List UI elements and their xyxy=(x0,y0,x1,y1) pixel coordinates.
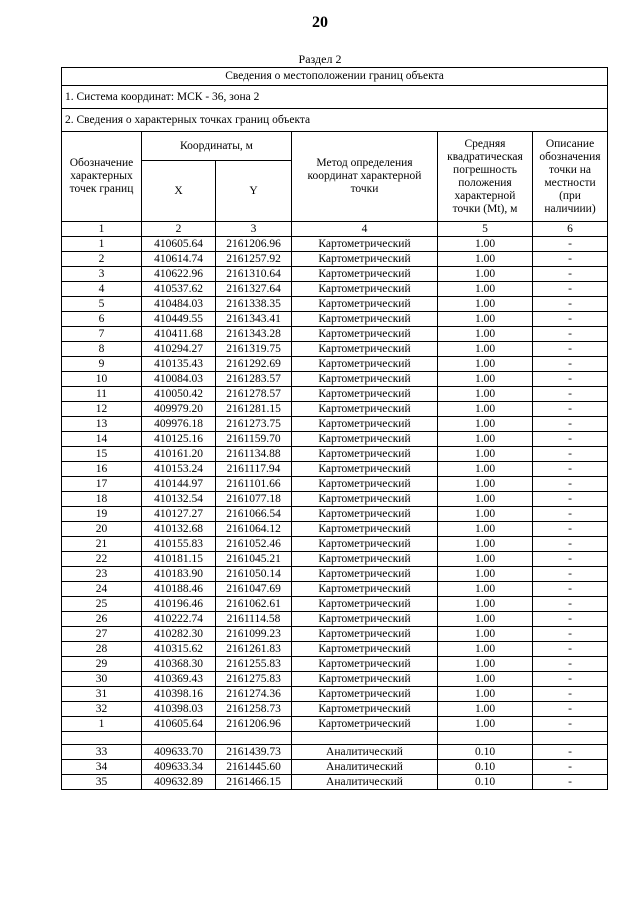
x-cell: 410196.46 xyxy=(142,597,216,612)
empty-cell xyxy=(292,732,438,745)
table-row xyxy=(62,432,608,447)
table-row xyxy=(62,597,608,612)
table-row xyxy=(62,372,608,387)
method-cell: Картометрический xyxy=(292,387,438,402)
accuracy-cell: 1.00 xyxy=(438,342,533,357)
description-cell: - xyxy=(533,267,608,282)
column-number: 4 xyxy=(292,222,438,237)
column-numbers-row xyxy=(62,222,608,237)
accuracy-cell: 1.00 xyxy=(438,237,533,252)
method-cell: Картометрический xyxy=(292,327,438,342)
header-coordinates: Координаты, м xyxy=(142,132,292,161)
accuracy-cell: 1.00 xyxy=(438,717,533,732)
coordinates-table xyxy=(61,67,608,790)
point-cell: 3 xyxy=(62,267,142,282)
method-cell: Картометрический xyxy=(292,717,438,732)
x-cell: 410484.03 xyxy=(142,297,216,312)
x-cell: 410188.46 xyxy=(142,582,216,597)
x-cell: 410155.83 xyxy=(142,537,216,552)
x-cell: 410398.03 xyxy=(142,702,216,717)
description-cell: - xyxy=(533,552,608,567)
x-cell: 410294.27 xyxy=(142,342,216,357)
method-cell: Картометрический xyxy=(292,657,438,672)
point-cell: 31 xyxy=(62,687,142,702)
y-cell: 2161466.15 xyxy=(216,775,292,790)
description-cell: - xyxy=(533,537,608,552)
accuracy-cell: 1.00 xyxy=(438,567,533,582)
y-cell: 2161343.41 xyxy=(216,312,292,327)
column-number: 1 xyxy=(62,222,142,237)
y-cell: 2161045.21 xyxy=(216,552,292,567)
x-cell: 410605.64 xyxy=(142,717,216,732)
y-cell: 2161206.96 xyxy=(216,717,292,732)
table-row xyxy=(62,282,608,297)
y-cell: 2161439.73 xyxy=(216,745,292,760)
table-row xyxy=(62,417,608,432)
method-cell: Картометрический xyxy=(292,597,438,612)
y-cell: 2161343.28 xyxy=(216,327,292,342)
header-description: Описание обозначения точки на местности (при наличиии) xyxy=(533,132,608,222)
x-cell: 410127.27 xyxy=(142,507,216,522)
table-row xyxy=(62,760,608,775)
accuracy-cell: 1.00 xyxy=(438,252,533,267)
method-cell: Картометрический xyxy=(292,267,438,282)
x-cell: 410050.42 xyxy=(142,387,216,402)
method-cell: Картометрический xyxy=(292,237,438,252)
method-cell: Картометрический xyxy=(292,447,438,462)
point-cell: 23 xyxy=(62,567,142,582)
point-cell: 25 xyxy=(62,597,142,612)
method-cell: Картометрический xyxy=(292,252,438,267)
empty-cell xyxy=(533,732,608,745)
point-cell: 14 xyxy=(62,432,142,447)
point-cell: 17 xyxy=(62,477,142,492)
point-cell: 6 xyxy=(62,312,142,327)
point-cell: 18 xyxy=(62,492,142,507)
method-cell: Аналитический xyxy=(292,760,438,775)
points-heading: 2. Сведения о характерных точках границ объекта xyxy=(62,109,608,132)
description-cell: - xyxy=(533,447,608,462)
y-cell: 2161257.92 xyxy=(216,252,292,267)
table-row xyxy=(62,237,608,252)
y-cell: 2161273.75 xyxy=(216,417,292,432)
method-cell: Картометрический xyxy=(292,642,438,657)
description-cell: - xyxy=(533,717,608,732)
table-row xyxy=(62,775,608,790)
point-cell: 20 xyxy=(62,522,142,537)
y-cell: 2161327.64 xyxy=(216,282,292,297)
description-cell: - xyxy=(533,627,608,642)
x-cell: 410144.97 xyxy=(142,477,216,492)
point-cell: 24 xyxy=(62,582,142,597)
point-cell: 21 xyxy=(62,537,142,552)
y-cell: 2161275.83 xyxy=(216,672,292,687)
description-cell: - xyxy=(533,282,608,297)
point-cell: 19 xyxy=(62,507,142,522)
page-number: 20 xyxy=(312,14,328,31)
x-cell: 410411.68 xyxy=(142,327,216,342)
empty-cell xyxy=(438,732,533,745)
column-number: 5 xyxy=(438,222,533,237)
accuracy-cell: 1.00 xyxy=(438,612,533,627)
description-cell: - xyxy=(533,237,608,252)
y-cell: 2161062.61 xyxy=(216,597,292,612)
description-cell: - xyxy=(533,462,608,477)
column-number: 6 xyxy=(533,222,608,237)
point-cell: 5 xyxy=(62,297,142,312)
empty-cell xyxy=(62,732,142,745)
point-cell: 12 xyxy=(62,402,142,417)
table-row xyxy=(62,745,608,760)
method-cell: Картометрический xyxy=(292,462,438,477)
y-cell: 2161101.66 xyxy=(216,477,292,492)
table-row xyxy=(62,462,608,477)
description-cell: - xyxy=(533,327,608,342)
method-cell: Картометрический xyxy=(292,477,438,492)
description-cell: - xyxy=(533,342,608,357)
table-row xyxy=(62,642,608,657)
accuracy-cell: 1.00 xyxy=(438,537,533,552)
accuracy-cell: 1.00 xyxy=(438,357,533,372)
point-cell: 9 xyxy=(62,357,142,372)
x-cell: 410614.74 xyxy=(142,252,216,267)
method-cell: Картометрический xyxy=(292,672,438,687)
y-cell: 2161066.54 xyxy=(216,507,292,522)
x-cell: 410605.64 xyxy=(142,237,216,252)
y-cell: 2161077.18 xyxy=(216,492,292,507)
header-x: X xyxy=(142,161,216,222)
y-cell: 2161159.70 xyxy=(216,432,292,447)
table-row xyxy=(62,567,608,582)
y-cell: 2161292.69 xyxy=(216,357,292,372)
method-cell: Картометрический xyxy=(292,612,438,627)
table-row xyxy=(62,627,608,642)
point-cell: 10 xyxy=(62,372,142,387)
description-cell: - xyxy=(533,597,608,612)
table-row xyxy=(62,387,608,402)
method-cell: Картометрический xyxy=(292,432,438,447)
table-row xyxy=(62,297,608,312)
method-cell: Аналитический xyxy=(292,745,438,760)
table-title: Сведения о местоположении границ объекта xyxy=(62,68,608,86)
table-row xyxy=(62,327,608,342)
description-cell: - xyxy=(533,357,608,372)
method-cell: Картометрический xyxy=(292,402,438,417)
description-cell: - xyxy=(533,432,608,447)
description-cell: - xyxy=(533,657,608,672)
accuracy-cell: 1.00 xyxy=(438,327,533,342)
method-cell: Картометрический xyxy=(292,357,438,372)
table-row xyxy=(62,267,608,282)
point-cell: 15 xyxy=(62,447,142,462)
accuracy-cell: 1.00 xyxy=(438,447,533,462)
table-row xyxy=(62,492,608,507)
y-cell: 2161319.75 xyxy=(216,342,292,357)
method-cell: Картометрический xyxy=(292,537,438,552)
x-cell: 410368.30 xyxy=(142,657,216,672)
accuracy-cell: 1.00 xyxy=(438,627,533,642)
accuracy-cell: 1.00 xyxy=(438,582,533,597)
description-cell: - xyxy=(533,522,608,537)
point-cell: 30 xyxy=(62,672,142,687)
y-cell: 2161206.96 xyxy=(216,237,292,252)
method-cell: Картометрический xyxy=(292,297,438,312)
x-cell: 410135.43 xyxy=(142,357,216,372)
x-cell: 410449.55 xyxy=(142,312,216,327)
x-cell: 409633.34 xyxy=(142,760,216,775)
method-cell: Картометрический xyxy=(292,522,438,537)
description-cell: - xyxy=(533,312,608,327)
point-cell: 4 xyxy=(62,282,142,297)
table-row xyxy=(62,402,608,417)
coordinate-system: 1. Система координат: МСК - 36, зона 2 xyxy=(62,86,608,109)
x-cell: 409632.89 xyxy=(142,775,216,790)
method-cell: Картометрический xyxy=(292,507,438,522)
y-cell: 2161261.83 xyxy=(216,642,292,657)
method-cell: Картометрический xyxy=(292,492,438,507)
description-cell: - xyxy=(533,775,608,790)
x-cell: 410132.54 xyxy=(142,492,216,507)
method-cell: Картометрический xyxy=(292,702,438,717)
point-cell: 29 xyxy=(62,657,142,672)
x-cell: 410181.15 xyxy=(142,552,216,567)
description-cell: - xyxy=(533,252,608,267)
method-cell: Картометрический xyxy=(292,627,438,642)
table-row xyxy=(62,447,608,462)
table-row xyxy=(62,252,608,267)
method-cell: Картометрический xyxy=(292,552,438,567)
description-cell: - xyxy=(533,297,608,312)
point-cell: 2 xyxy=(62,252,142,267)
accuracy-cell: 1.00 xyxy=(438,267,533,282)
y-cell: 2161255.83 xyxy=(216,657,292,672)
point-cell: 11 xyxy=(62,387,142,402)
y-cell: 2161064.12 xyxy=(216,522,292,537)
x-cell: 409976.18 xyxy=(142,417,216,432)
method-cell: Картометрический xyxy=(292,342,438,357)
description-cell: - xyxy=(533,387,608,402)
point-cell: 26 xyxy=(62,612,142,627)
accuracy-cell: 1.00 xyxy=(438,372,533,387)
accuracy-cell: 1.00 xyxy=(438,297,533,312)
accuracy-cell: 1.00 xyxy=(438,387,533,402)
description-cell: - xyxy=(533,642,608,657)
y-cell: 2161283.57 xyxy=(216,372,292,387)
accuracy-cell: 1.00 xyxy=(438,282,533,297)
header-accuracy: Средняя квадратическая погрешность положения характерной точки (Mt), м xyxy=(438,132,533,222)
table-row xyxy=(62,657,608,672)
description-cell: - xyxy=(533,567,608,582)
y-cell: 2161099.23 xyxy=(216,627,292,642)
accuracy-cell: 1.00 xyxy=(438,702,533,717)
description-cell: - xyxy=(533,507,608,522)
table-row xyxy=(62,552,608,567)
method-cell: Картометрический xyxy=(292,582,438,597)
description-cell: - xyxy=(533,492,608,507)
accuracy-cell: 1.00 xyxy=(438,417,533,432)
accuracy-cell: 1.00 xyxy=(438,432,533,447)
description-cell: - xyxy=(533,372,608,387)
point-cell: 1 xyxy=(62,717,142,732)
accuracy-cell: 1.00 xyxy=(438,402,533,417)
x-cell: 410622.96 xyxy=(142,267,216,282)
x-cell: 410282.30 xyxy=(142,627,216,642)
table-row xyxy=(62,477,608,492)
y-cell: 2161134.88 xyxy=(216,447,292,462)
x-cell: 410084.03 xyxy=(142,372,216,387)
table-row xyxy=(62,702,608,717)
point-cell: 13 xyxy=(62,417,142,432)
method-cell: Картометрический xyxy=(292,567,438,582)
method-cell: Аналитический xyxy=(292,775,438,790)
point-cell: 7 xyxy=(62,327,142,342)
method-cell: Картометрический xyxy=(292,417,438,432)
description-cell: - xyxy=(533,702,608,717)
method-cell: Картометрический xyxy=(292,372,438,387)
column-number: 3 xyxy=(216,222,292,237)
x-cell: 410398.16 xyxy=(142,687,216,702)
accuracy-cell: 0.10 xyxy=(438,745,533,760)
point-cell: 8 xyxy=(62,342,142,357)
x-cell: 410183.90 xyxy=(142,567,216,582)
y-cell: 2161050.14 xyxy=(216,567,292,582)
separator-row xyxy=(62,732,608,745)
x-cell: 410315.62 xyxy=(142,642,216,657)
x-cell: 410153.24 xyxy=(142,462,216,477)
y-cell: 2161445.60 xyxy=(216,760,292,775)
column-number: 2 xyxy=(142,222,216,237)
description-cell: - xyxy=(533,687,608,702)
point-cell: 22 xyxy=(62,552,142,567)
accuracy-cell: 1.00 xyxy=(438,657,533,672)
table-row xyxy=(62,312,608,327)
empty-cell xyxy=(142,732,216,745)
section-label: Раздел 2 xyxy=(298,52,342,66)
table-row xyxy=(62,687,608,702)
description-cell: - xyxy=(533,402,608,417)
x-cell: 410222.74 xyxy=(142,612,216,627)
y-cell: 2161117.94 xyxy=(216,462,292,477)
table-row xyxy=(62,507,608,522)
accuracy-cell: 0.10 xyxy=(438,775,533,790)
description-cell: - xyxy=(533,477,608,492)
accuracy-cell: 1.00 xyxy=(438,687,533,702)
table-row xyxy=(62,612,608,627)
point-cell: 28 xyxy=(62,642,142,657)
x-cell: 410537.62 xyxy=(142,282,216,297)
accuracy-cell: 1.00 xyxy=(438,642,533,657)
table-row xyxy=(62,582,608,597)
accuracy-cell: 1.00 xyxy=(438,477,533,492)
y-cell: 2161278.57 xyxy=(216,387,292,402)
y-cell: 2161258.73 xyxy=(216,702,292,717)
description-cell: - xyxy=(533,582,608,597)
description-cell: - xyxy=(533,672,608,687)
empty-cell xyxy=(216,732,292,745)
description-cell: - xyxy=(533,745,608,760)
table-row xyxy=(62,717,608,732)
y-cell: 2161338.35 xyxy=(216,297,292,312)
accuracy-cell: 1.00 xyxy=(438,522,533,537)
y-cell: 2161114.58 xyxy=(216,612,292,627)
accuracy-cell: 1.00 xyxy=(438,462,533,477)
header-method: Метод определения координат характерной точки xyxy=(292,132,438,222)
x-cell: 410369.43 xyxy=(142,672,216,687)
point-cell: 16 xyxy=(62,462,142,477)
x-cell: 409633.70 xyxy=(142,745,216,760)
x-cell: 410161.20 xyxy=(142,447,216,462)
accuracy-cell: 1.00 xyxy=(438,312,533,327)
accuracy-cell: 1.00 xyxy=(438,597,533,612)
accuracy-cell: 1.00 xyxy=(438,552,533,567)
y-cell: 2161281.15 xyxy=(216,402,292,417)
accuracy-cell: 1.00 xyxy=(438,492,533,507)
table-row xyxy=(62,357,608,372)
method-cell: Картометрический xyxy=(292,282,438,297)
point-cell: 27 xyxy=(62,627,142,642)
y-cell: 2161310.64 xyxy=(216,267,292,282)
y-cell: 2161052.46 xyxy=(216,537,292,552)
description-cell: - xyxy=(533,612,608,627)
point-cell: 1 xyxy=(62,237,142,252)
table-row xyxy=(62,537,608,552)
description-cell: - xyxy=(533,417,608,432)
accuracy-cell: 1.00 xyxy=(438,672,533,687)
description-cell: - xyxy=(533,760,608,775)
table-row xyxy=(62,342,608,357)
point-cell: 34 xyxy=(62,760,142,775)
header-point-designation: Обозначение характерных точек границ xyxy=(62,132,142,222)
header-y: Y xyxy=(216,161,292,222)
table-row xyxy=(62,522,608,537)
y-cell: 2161047.69 xyxy=(216,582,292,597)
point-cell: 33 xyxy=(62,745,142,760)
x-cell: 410132.68 xyxy=(142,522,216,537)
accuracy-cell: 1.00 xyxy=(438,507,533,522)
method-cell: Картометрический xyxy=(292,312,438,327)
x-cell: 410125.16 xyxy=(142,432,216,447)
method-cell: Картометрический xyxy=(292,687,438,702)
table-row xyxy=(62,672,608,687)
point-cell: 35 xyxy=(62,775,142,790)
y-cell: 2161274.36 xyxy=(216,687,292,702)
accuracy-cell: 0.10 xyxy=(438,760,533,775)
x-cell: 409979.20 xyxy=(142,402,216,417)
point-cell: 32 xyxy=(62,702,142,717)
